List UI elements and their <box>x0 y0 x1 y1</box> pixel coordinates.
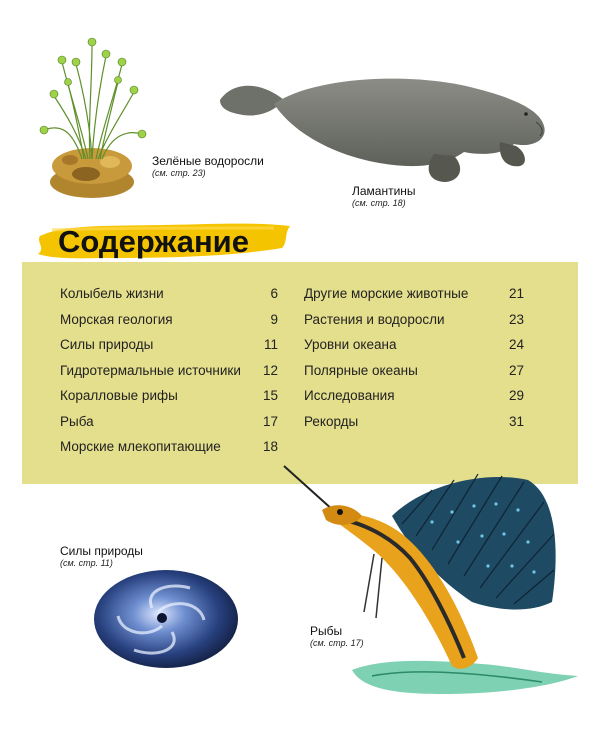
toc-entry-page: 27 <box>508 362 524 378</box>
toc-entry-label: Полярные океаны <box>304 362 418 378</box>
toc-entry-page: 17 <box>262 413 278 429</box>
caption-fish-title: Рыбы <box>310 624 343 638</box>
toc-entry-page: 31 <box>508 413 524 429</box>
toc-entry-page: 15 <box>262 388 278 403</box>
toc-entry-page: 21 <box>508 286 524 301</box>
toc-entry-page: 24 <box>508 337 524 352</box>
toc-entry-page: 23 <box>508 311 524 327</box>
table-of-contents <box>22 262 578 484</box>
caption-storm-title: Силы природы <box>60 544 143 558</box>
toc-entry-label: Уровни океана <box>304 337 397 352</box>
toc-entry-label: Коралловые рифы <box>60 388 178 403</box>
caption-fish <box>310 624 364 649</box>
caption-algae-ref: (см. стр. 23) <box>152 168 206 178</box>
page-title: Содержание <box>58 224 249 259</box>
toc-entry-label: Рыба <box>60 413 94 429</box>
toc-entry-page: 11 <box>263 337 278 352</box>
toc-entry-label: Другие морские животные <box>304 286 469 301</box>
toc-entry-page: 9 <box>270 311 278 327</box>
toc-entry-page: 18 <box>262 439 278 454</box>
caption-fish-ref: (см. стр. 17) <box>310 638 364 648</box>
toc-entry-page: 12 <box>262 362 278 378</box>
caption-storm <box>60 544 143 569</box>
toc-entry-page: 6 <box>270 286 278 301</box>
caption-manatee-ref: (см. стр. 18) <box>352 198 406 208</box>
toc-entry-label: Рекорды <box>304 413 359 429</box>
caption-manatee-title: Ламантины <box>352 184 416 198</box>
caption-storm-ref: (см. стр. 11) <box>60 558 113 568</box>
toc-entry-label: Морские млекопитающие <box>60 439 221 454</box>
toc-entry-label: Морская геология <box>60 311 173 327</box>
green-algae-illustration <box>36 34 148 202</box>
toc-entry-label: Гидротермальные источники <box>60 362 241 378</box>
toc-entry-label: Растения и водоросли <box>304 311 445 327</box>
toc-entry-label: Колыбель жизни <box>60 286 164 301</box>
hurricane-illustration <box>92 568 240 670</box>
caption-manatee <box>352 184 416 209</box>
heading-banner <box>34 216 294 266</box>
sailfish-illustration <box>282 462 582 698</box>
manatee-illustration <box>214 70 554 188</box>
caption-algae-title: Зелёные водоросли <box>152 154 264 168</box>
toc-entry-label: Исследования <box>304 388 395 403</box>
toc-entry-page: 29 <box>508 388 524 403</box>
toc-entry-label: Силы природы <box>60 337 154 352</box>
